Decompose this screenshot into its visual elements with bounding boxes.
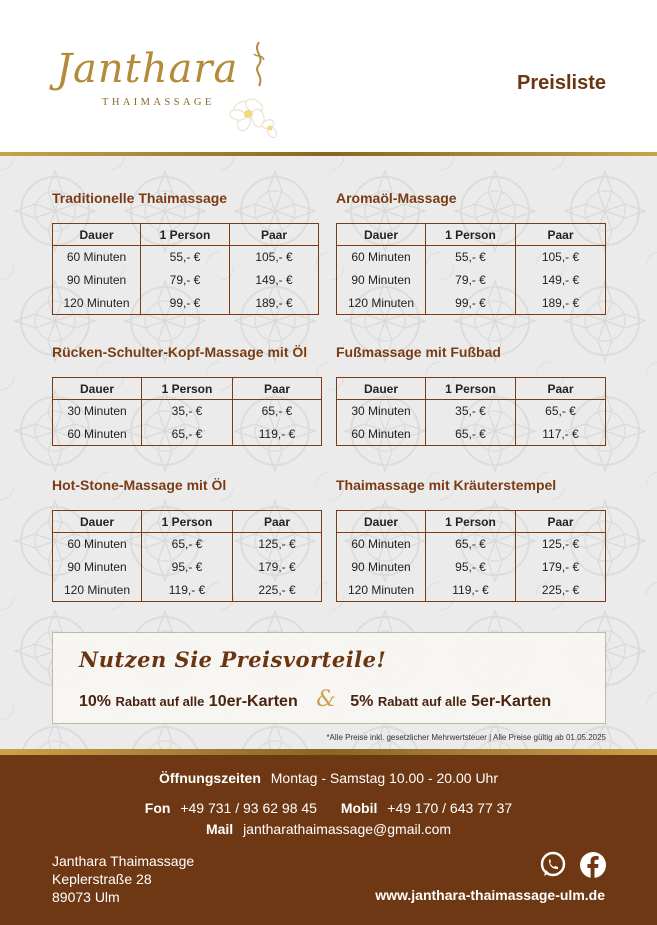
thai-ornament-icon xyxy=(248,42,270,92)
price-cell: 117,- € xyxy=(516,423,606,446)
duration-cell: 60 Minuten xyxy=(337,533,426,556)
table-row xyxy=(337,400,606,423)
table-row xyxy=(337,556,606,579)
price-cell: 65,- € xyxy=(426,423,516,446)
section-title: Rücken-Schulter-Kopf-Massage mit Öl xyxy=(52,344,308,360)
table-row xyxy=(53,579,322,602)
duration-cell: 90 Minuten xyxy=(337,269,426,292)
column-header: Paar xyxy=(233,511,322,533)
table-row xyxy=(53,269,319,292)
price-table xyxy=(336,510,606,602)
promo-box xyxy=(52,632,606,724)
column-header: Dauer xyxy=(53,224,141,246)
column-header: 1 Person xyxy=(142,511,233,533)
price-table xyxy=(336,377,606,446)
frangipani-flower-icon xyxy=(220,94,280,138)
price-cell: 79,- € xyxy=(426,269,516,292)
table-row xyxy=(337,246,606,269)
whatsapp-icon[interactable] xyxy=(539,851,567,879)
promo-offer xyxy=(79,687,599,712)
phone-label: Fon xyxy=(144,800,171,816)
table-row xyxy=(337,292,606,315)
duration-cell: 120 Minuten xyxy=(337,292,426,315)
column-header: 1 Person xyxy=(426,378,516,400)
price-cell: 225,- € xyxy=(233,579,322,602)
price-cell: 189,- € xyxy=(230,292,319,315)
address xyxy=(52,852,194,906)
duration-cell: 60 Minuten xyxy=(53,246,141,269)
promo-card: 5er-Karten xyxy=(471,693,552,710)
price-cell: 119,- € xyxy=(426,579,516,602)
price-cell: 125,- € xyxy=(516,533,606,556)
promo-text: Rabatt auf alle xyxy=(377,694,467,709)
column-header: 1 Person xyxy=(426,224,516,246)
price-cell: 225,- € xyxy=(516,579,606,602)
promo-percent: 5% xyxy=(350,693,374,710)
price-cell: 65,- € xyxy=(233,400,322,423)
price-cell: 95,- € xyxy=(426,556,516,579)
address-street: Keplerstraße 28 xyxy=(52,871,152,887)
mail-row xyxy=(0,821,657,837)
price-cell: 65,- € xyxy=(142,533,233,556)
price-table xyxy=(52,377,322,446)
table-row xyxy=(53,400,322,423)
facebook-icon[interactable] xyxy=(579,851,607,879)
table-row xyxy=(337,533,606,556)
phone-row xyxy=(0,800,657,816)
hours-label: Öffnungszeiten xyxy=(158,770,261,786)
duration-cell: 60 Minuten xyxy=(337,423,426,446)
price-cell: 95,- € xyxy=(142,556,233,579)
section-title: Traditionelle Thaimassage xyxy=(52,190,228,206)
section-title: Fußmassage mit Fußbad xyxy=(336,344,501,360)
duration-cell: 30 Minuten xyxy=(53,400,142,423)
table-row xyxy=(337,579,606,602)
mail-label: Mail xyxy=(205,821,234,837)
opening-hours xyxy=(0,770,657,786)
fineprint: *Alle Preise inkl. gesetzlicher Mehrwertsteuer | Alle Preise gültig ab 01.05.2025 xyxy=(326,733,606,742)
table-row xyxy=(53,292,319,315)
address-name: Janthara Thaimassage xyxy=(52,853,195,869)
website-link[interactable]: www.janthara-thaimassage-ulm.de xyxy=(375,887,605,903)
duration-cell: 120 Minuten xyxy=(53,579,142,602)
duration-cell: 90 Minuten xyxy=(53,269,141,292)
column-header: Dauer xyxy=(337,378,426,400)
promo-text: Rabatt auf alle xyxy=(115,694,205,709)
address-city: 89073 Ulm xyxy=(52,889,120,905)
price-cell: 179,- € xyxy=(233,556,322,579)
price-cell: 105,- € xyxy=(230,246,319,269)
price-table xyxy=(336,223,606,315)
column-header: Dauer xyxy=(53,378,142,400)
column-header: Paar xyxy=(233,378,322,400)
column-header: Paar xyxy=(516,511,606,533)
price-cell: 55,- € xyxy=(426,246,516,269)
logo-subtitle: THAIMASSAGE xyxy=(102,97,215,108)
column-header: Dauer xyxy=(337,511,426,533)
footer xyxy=(0,755,657,925)
duration-cell: 30 Minuten xyxy=(337,400,426,423)
price-cell: 79,- € xyxy=(141,269,230,292)
column-header: 1 Person xyxy=(142,378,233,400)
table-row xyxy=(53,246,319,269)
duration-cell: 60 Minuten xyxy=(53,533,142,556)
price-cell: 119,- € xyxy=(142,579,233,602)
column-header: 1 Person xyxy=(141,224,230,246)
social-icons xyxy=(531,851,607,879)
price-cell: 179,- € xyxy=(516,556,606,579)
price-cell: 119,- € xyxy=(233,423,322,446)
column-header: Paar xyxy=(516,378,606,400)
price-table xyxy=(52,510,322,602)
section-title: Aromaöl-Massage xyxy=(336,190,457,206)
price-cell: 189,- € xyxy=(516,292,606,315)
table-row xyxy=(53,556,322,579)
price-cell: 65,- € xyxy=(426,533,516,556)
page-title: Preisliste xyxy=(517,72,606,94)
table-row xyxy=(337,269,606,292)
price-table xyxy=(52,223,319,315)
promo-card: 10er-Karten xyxy=(208,693,298,710)
price-cell: 149,- € xyxy=(516,269,606,292)
table-row xyxy=(337,423,606,446)
duration-cell: 60 Minuten xyxy=(337,246,426,269)
table-row xyxy=(53,533,322,556)
section-title: Hot-Stone-Massage mit Öl xyxy=(52,477,227,493)
price-cell: 149,- € xyxy=(230,269,319,292)
column-header: Dauer xyxy=(337,224,426,246)
section-title: Thaimassage mit Kräuterstempel xyxy=(336,477,557,493)
table-row xyxy=(53,423,322,446)
duration-cell: 60 Minuten xyxy=(53,423,142,446)
duration-cell: 120 Minuten xyxy=(53,292,141,315)
duration-cell: 120 Minuten xyxy=(337,579,426,602)
price-cell: 65,- € xyxy=(516,400,606,423)
logo-wordmark: Janthara xyxy=(56,46,239,92)
price-cell: 65,- € xyxy=(142,423,233,446)
mobile-value[interactable]: +49 170 / 643 77 37 xyxy=(387,800,513,816)
promo-percent: 10% xyxy=(79,693,112,710)
price-cell: 55,- € xyxy=(141,246,230,269)
price-cell: 99,- € xyxy=(141,292,230,315)
hours-value: Montag - Samstag 10.00 - 20.00 Uhr xyxy=(270,770,498,786)
column-header: 1 Person xyxy=(426,511,516,533)
duration-cell: 90 Minuten xyxy=(53,556,142,579)
price-cell: 125,- € xyxy=(233,533,322,556)
header xyxy=(0,0,657,152)
duration-cell: 90 Minuten xyxy=(337,556,426,579)
price-cell: 35,- € xyxy=(142,400,233,423)
mail-value[interactable]: jantharathaimassage@gmail.com xyxy=(243,821,452,837)
price-cell: 105,- € xyxy=(516,246,606,269)
column-header: Dauer xyxy=(53,511,142,533)
mobile-label: Mobil xyxy=(340,800,378,816)
ampersand: & xyxy=(316,687,336,712)
phone-value[interactable]: +49 731 / 93 62 98 45 xyxy=(180,800,317,816)
price-cell: 35,- € xyxy=(426,400,516,423)
column-header: Paar xyxy=(230,224,319,246)
price-list-body xyxy=(0,156,657,749)
column-header: Paar xyxy=(516,224,606,246)
logo xyxy=(52,42,282,142)
promo-headline: Nutzen Sie Preisvorteile! xyxy=(79,647,387,672)
price-cell: 99,- € xyxy=(426,292,516,315)
